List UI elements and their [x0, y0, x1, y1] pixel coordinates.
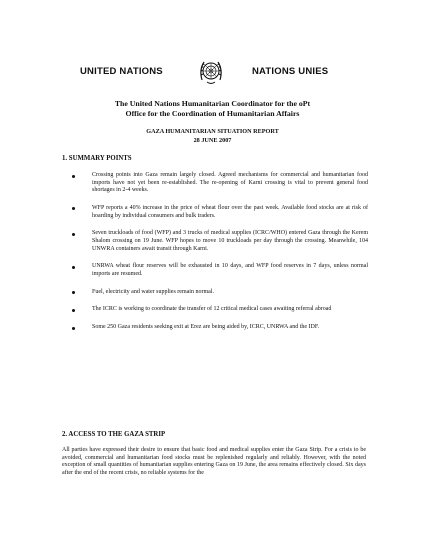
summary-bullet	[72, 289, 368, 297]
bullet-text: WFP reports a 40% increase in the price of wheat flour over the past week. Available food stocks are at risk of hoarding by individual consumers and bulk traders.	[92, 204, 368, 219]
letterhead	[70, 58, 360, 92]
bullet-text: Fuel, electricity and water supplies remain normal.	[92, 288, 214, 295]
report-title: GAZA HUMANITARIAN SITUATION REPORT	[146, 128, 279, 135]
summary-bullet-list	[72, 172, 368, 342]
bullet-text: UNRWA wheat flour reserves will be exhausted in 10 days, and WFP food reserves in 7 days, unless normal imports are resumed.	[92, 263, 368, 277]
section-heading-access: 2. ACCESS TO THE GAZA STRIP	[62, 431, 166, 438]
report-title-block	[40, 99, 385, 145]
summary-bullet	[72, 205, 368, 220]
bullet-text: Seven truckloads of food (WFP) and 3 trucks of medical supplies (ICRC/WHO) entered Gaza through the Kerem Shalom crossing on 19 June. WFP hopes to move 10 truckloads per day through the crossing. Meanwhile, 104 UNWRA containers await transit through Karni.	[92, 230, 368, 252]
bullet-text: The ICRC is working to coordinate the transfer of 12 critical medical cases awaiting referral abroad	[92, 306, 332, 313]
bullet-dot-icon	[72, 233, 75, 236]
org-name-french: NATIONS UNIES	[252, 66, 329, 77]
bullet-dot-icon	[72, 291, 75, 294]
summary-bullet	[72, 306, 368, 314]
summary-bullet	[72, 172, 368, 195]
un-emblem-icon	[198, 58, 224, 88]
bullet-dot-icon	[72, 327, 75, 330]
summary-bullet	[72, 324, 368, 332]
access-paragraph: All parties have expressed their desire to ensure that basic food and medical supplies enter the Gaza Strip. For a crisis to be avoided, commercial and humanitarian food stocks must be replenished regularly and reliably. However, with the noted exception of small quantities of humanitarian supplies entering Gaza on 19 June, the area remains effectively closed. Six days after the end of the recent crisis, no reliable systems for the	[62, 447, 366, 476]
bullet-dot-icon	[72, 207, 75, 210]
bullet-dot-icon	[72, 309, 75, 312]
report-date: 28 JUNE 2007	[193, 136, 232, 144]
summary-bullet	[72, 263, 368, 278]
bullet-dot-icon	[72, 266, 75, 269]
bullet-dot-icon	[72, 175, 75, 178]
bullet-text: Crossing points into Gaza remain largely closed. Agreed mechanisms for commercial and humanitarian food imports have not yet been re-established. The re-opening of Karni crossing is vital to prevent general food shortages in 2-4 weeks.	[92, 172, 368, 194]
org-name-english: UNITED NATIONS	[80, 66, 163, 77]
section-heading-summary: 1. SUMMARY POINTS	[62, 155, 132, 162]
summary-bullet	[72, 230, 368, 253]
bullet-text: Some 250 Gaza residents seeking exit at Erez are being aided by, ICRC, UNRWA and the IDF.	[92, 324, 320, 331]
coordinator-title: The United Nations Humanitarian Coordinator for the oPt	[114, 99, 311, 108]
office-title: Office for the Coordination of Humanitarian Affairs	[125, 109, 300, 118]
